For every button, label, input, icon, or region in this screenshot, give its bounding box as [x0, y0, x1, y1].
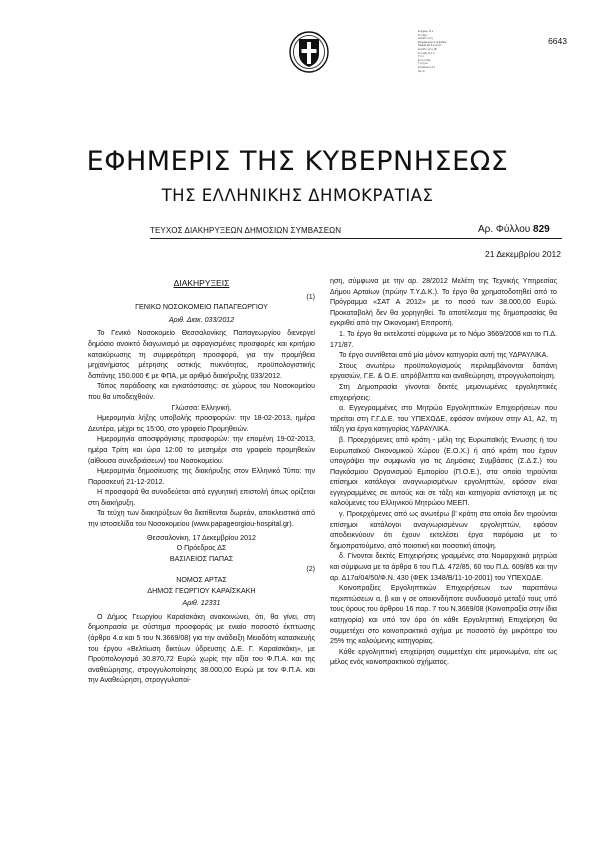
side-note-line: Τ μ ή μα: [418, 62, 428, 66]
notice-number: (2): [306, 565, 315, 574]
notice-number: (1): [306, 292, 315, 301]
notice-paragraph: δ. Γίνονται δεκτές Επιχειρήσεις γραμμένες στα Νομαρχιακά μητρώα και σύμφωνα με τα άρθρα 6 του Π.Δ. 472/85, 60 του Π.Δ. 609/85 και την αρ. Δ17α/04/50/Φ.Ν. 430 (ΦΕΚ 1348/Β/11-10-2001) του ΥΠΕΧΩΔΕ.: [330, 552, 557, 582]
notice-paragraph: Τα τεύχη των διακηρύξεων θα διατίθενται δωρεάν, αποκλειστικά από την ιστοσελίδα του Νοσοκομείου (www.papageorgiou-hospital.gr).: [88, 509, 315, 529]
notice-paragraph: Γλώσσα: Ελληνική.: [171, 403, 232, 412]
notice-paragraph: Στους ανωτέρω προϋπολογισμούς περιλαμβάνονται δαπάνη εργασιών, Γ.Ε. & Ο.Ε. απρόβλεπτα και αναθεώρηση, στρογγυλοποίηση.: [330, 361, 557, 381]
notice-paragraph: Τόπος παράδοσης και εγκατάστασης: σε χώρους του Νοσοκομείου που θα υποδειχθούν.: [88, 382, 315, 401]
page-number: 6643: [548, 36, 567, 46]
issue-date: 21 Δεκεμβρίου 2012: [484, 249, 561, 259]
notice-paragraph: Ημερομηνία λήξης υποβολής προσφορών: την 18-02-2013, ημέρα Δευτέρα, μέχρι τις 15:00, στο γραφείο Προμηθειών.: [88, 414, 315, 433]
notice-reference: Αριθ. 12331: [182, 599, 221, 608]
side-note-line: Ενημέρωσης Κ αι Επικοι: [418, 40, 447, 44]
left-column: [88, 276, 315, 686]
notice-organization: ΝΟΜΟΣ ΑΡΤΑΣ: [176, 576, 227, 585]
publisher-info-note: [418, 30, 466, 73]
notice-paragraph: β. Προερχόμενες από κράτη - μέλη της Ευρωπαϊκής Ένωσης ή του Ευρωπαϊκού Οικονομικού Χώρου (Ε.Ο.Χ.) ή από κράτη που έχουν υπογράψει την συμφωνία για τις Δημόσιες Συμβάσεις (Σ.Δ.Σ.) του Παγκόσμιου Οργανισμού Εμπορίου (Π.Ο.Ε.), στα οποία τηρούνται επίσημοι κατάλογοι αναγνωρισμένων εργοληπτών, εφόσον είναι εγγεγραμμένες σε αυτούς και σε τάξη και κατηγορία αντίστοιχη με τις καλούμενες του Ελληνικού Μητρώου ΜΕΕΠ.: [330, 435, 557, 508]
notice-paragraph: Το Γενικό Νοσοκομείο Θεσσαλονίκης Παπαγεωργίου διενεργεί δημόσιο ανοικτό διαγωνισμό με σφραγισμένες προσφορές και κριτήριο κατακύρωσης τη συμφερότερη προσφορά, για την προμήθεια μηχανήματος μέτρησης οστικής πυκνότητας, προϋπολογιστικής δαπάνης 150.000 € με ΦΠΑ, με αριθμό διακήρυξης 033/2012.: [88, 329, 315, 380]
coat-of-arms-emblem: [287, 30, 331, 74]
sheet-number-label: [478, 224, 550, 235]
right-column: [330, 276, 557, 668]
sheet-number: 829: [533, 224, 550, 235]
side-note-line: Κ ύ ριας Π ρ ο: [418, 51, 435, 55]
notice-paragraph: α. Εγγεγραμμένες στο Μητρώο Εργοληπτικών Επιχειρήσεων που τηρείται στη Γ.Γ.Δ.Ε. του ΥΠΕΧΩΔΕ, εφόσον ανήκουν στην Α1, Α2, τη τάξη για έργα κατηγορίας ΥΔΡΑΥΛΙΚΑ.: [330, 404, 557, 434]
side-note-line: Ε φημερ. ιδ ε: [418, 30, 434, 33]
gazette-title: ΕΦΗΜΕΡΙΣ ΤΗΣ ΚΥΒΕΡΝΗΣΕΩΣ: [86, 146, 509, 177]
gazette-subtitle: ΤΗΣ ΕΛΛΗΝΙΚΗΣ ΔΗΜΟΚΡΑΤΙΑΣ: [161, 186, 434, 205]
side-note-line: Α ποστολ ή Α ν: [418, 65, 436, 69]
notice-paragraph: Η προσφορά θα συνοδεύεται από εγγυητική επιστολή όπως ορίζεται στη διακήρυξη.: [88, 488, 315, 507]
side-note-line: Ε λ ε ύ θερ: [418, 58, 431, 62]
side-note-line: Κ υ βερ.: [418, 33, 428, 37]
notice-paragraph: Στη Δημοπρασία γίνονται δεκτές μεμονωμένες εργοληπτικές επιχειρήσεις:: [330, 382, 557, 402]
side-note-line: Αρ. Ιλ: [418, 69, 425, 73]
place-date: Θεσσαλονίκη, 17 Δεκεμβρίου 2012: [147, 533, 256, 542]
side-note-line: Δ ιευθ υ νσ η 18: [418, 47, 437, 51]
sheet-label-text: Αρ. Φύλλου: [478, 224, 531, 235]
notice-organization: ΓΕΝΙΚΟ ΝΟΣΟΚΟΜΕΙΟ ΠΑΠΑΓΕΩΡΓΙΟΥ: [135, 303, 268, 312]
notice-paragraph: Ημερομηνία αποσφράγισης προσφορών: την επομένη 19-02-2013, ημέρα Τρίτη και ώρα 12:00 το μεσημέρι στο γραφείο προμηθειών (αίθουσα συνεδριάσεων) του Νοσοκομείου.: [88, 435, 315, 465]
notice-reference: Αριθ. Διακ. 033/2012: [168, 315, 235, 324]
notice-paragraph: Ημερομηνία δημοσίευσης της διακήρυξης στον Ελληνικό Τύπο: την Παρασκευή 21-12-2012.: [88, 467, 315, 486]
notice-paragraph: Κοινοπραξίες Εργοληπτικών Επιχειρήσεων των παραπάνω περιπτώσεων α, β και γ σε οποιονδήποτε συνδυασμό μεταξύ τους υπό τους όρους του άρθρου 16 παρ. 7 του Ν.3669/08 (Κοινοπραξία στην ίδια κατηγορία) και υπό τον όρο ότι κάθε Εργοληπτική Επιχείρηση θα συμμετέχει στο κοινοπρακτικό σχήμα με ποσοστό όχι μικρότερο του 25% της καλούμενης κατηγορίας.: [330, 584, 557, 646]
header-rule: [150, 238, 562, 239]
side-note-line: Δ ιευθ υ νσ η: [418, 37, 433, 41]
issue-series: ΤΕΥΧΟΣ ΔΙΑΚΗΡΥΞΕΩΝ ΔΗΜΟΣΙΩΝ ΣΥΜΒΑΣΕΩΝ: [150, 226, 342, 235]
notice-paragraph: Το έργο συντίθεται από μία μόνον κατηγορία αυτή της ΥΔΡΑΥΛΙΚΑ.: [339, 351, 549, 360]
notice-organization: ΔΗΜΟΣ ΓΕΩΡΓΙΟΥ ΚΑΡΑΪΣΚΑΚΗ: [147, 586, 256, 595]
section-title: ΔΙΑΚΗΡΥΞΕΙΣ: [173, 278, 230, 288]
side-note-line: Τ η λ: [418, 55, 424, 59]
notice-paragraph: Ο Δήμος Γεωργίου Καραϊσκάκη ανακοινώνει, ότι, θα γίνει, στη δημοπρασία με σύστημα προσφοράς με ενιαίο ποσοστό έκπτωσης (άρθρο 4.α και 5 του Ν.3669/08) για την ανάδειξη Μειοδότη κατασκευής του έργου «Βελτίωση δικτύων ύδρευσης Δ.Ε. Γ. Καραϊσκάκη», με Προϋπολογισμό 30.870,72 Ευρώ χωρίς την αξία του Φ.Π.Α. και της αναθεώρησης, στρογγυλοποίησης 38.000,00 Ευρώ με τον Φ.Π.Α. και την Αναθεώρηση, στρογγυλοποί-: [88, 612, 315, 685]
signer-title: Ο Πρόεδρος ΔΣ: [176, 544, 227, 553]
notice-paragraph: γ. Προερχόμενες από ως ανωτέρω β' κράτη στα οποία δεν τηρούνται επίσημοι κατάλογοι αναγνωρισμένων εργοληπτών, εφόσον αποδεικνύουν ότι έχουν εκτελέσει έργα παρόμοια με το δημοπρατούμενο, από ποιοτική και ποσοτική άποψη.: [330, 510, 557, 550]
notice-paragraph: 1. Το έργο θα εκτελεστεί σύμφωνα με το Νόμο 3669/2008 και το Π.Δ. 171/87.: [330, 329, 557, 349]
notice-paragraph: Κάθε εργοληπτική επιχείρηση συμμετέχει είτε μεμονωμένα, είτε ως μέλος ενός κοινοπρακτικού σχήματος.: [330, 647, 557, 667]
signer-name: ΒΑΣΙΛΕΙΟΣ ΠΑΠΑΣ: [169, 554, 234, 563]
side-note-line: Περιοδ ικά Κ αι Α να: [418, 44, 441, 48]
notice-paragraph: ηση, σύμφωνα με την αρ. 28/2012 Μελέτη της Τεχνικής Υπηρεσίας Δήμου Αρταίων (πρώην Τ.Υ.Δ.Κ.). Το έργο θα χρηματοδοτηθεί από το Πρόγραμμα «ΣΑΤ Α 2012» με το ποσό των 38.000,00 Ευρώ. Προκαταβολή δεν θα χορηγηθεί. Το αποτέλεσμα της δημοπρασίας θα εγκριθεί από την Οικονομική Επιτροπή.: [330, 277, 557, 328]
